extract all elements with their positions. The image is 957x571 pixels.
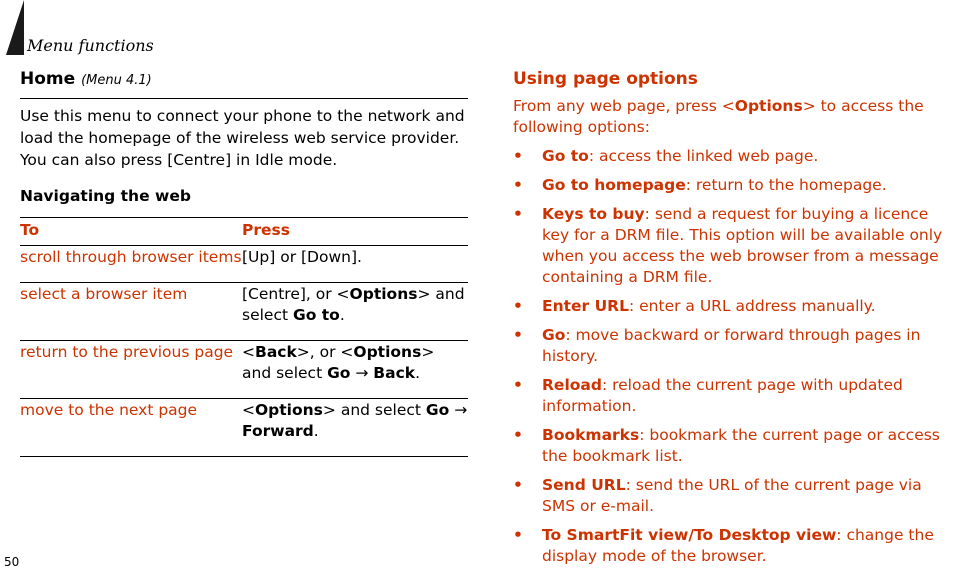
intro-text: > to access the following options:: [513, 97, 924, 136]
option-term: Send URL: [542, 476, 626, 494]
bullet-icon: •: [513, 376, 523, 394]
option-desc: : return to the homepage.: [685, 176, 887, 194]
options-list: [513, 146, 957, 567]
home-section-title: [20, 66, 468, 99]
press-text: .: [415, 364, 421, 382]
option-term: Reload: [542, 376, 602, 394]
option-term: To SmartFit view: [542, 526, 689, 544]
list-item: [513, 204, 957, 288]
table-row: [20, 399, 468, 457]
press-text: .: [339, 306, 345, 324]
home-title: Home: [20, 69, 76, 89]
option-separator: /: [688, 526, 695, 544]
key-options: Options: [349, 285, 418, 303]
list-item: [513, 425, 957, 467]
option-term: Go to: [542, 147, 589, 165]
bullet-icon: •: [513, 526, 523, 544]
press-text: [Centre], or <: [242, 285, 350, 303]
option-term-alt: To Desktop view: [694, 526, 837, 544]
cell-to: scroll through browser items: [20, 246, 242, 283]
press-text: >, or <: [296, 343, 354, 361]
home-menu-ref: (Menu 4.1): [81, 73, 152, 88]
option-term: Go to homepage: [542, 176, 686, 194]
option-term: Enter URL: [542, 297, 629, 315]
press-text: .: [313, 422, 319, 440]
bullet-icon: •: [513, 326, 523, 344]
arrow-icon: →: [350, 364, 374, 382]
key-go: Go: [327, 364, 351, 382]
key-back: Back: [373, 364, 416, 382]
bullet-icon: •: [513, 176, 523, 194]
right-column: [513, 66, 957, 567]
cell-to: move to the next page: [20, 399, 242, 457]
press-text: > and select: [322, 401, 426, 419]
cell-to: select a browser item: [20, 283, 242, 341]
bullet-icon: •: [513, 297, 523, 315]
list-item: [513, 475, 957, 517]
option-desc: : enter a URL address manually.: [628, 297, 876, 315]
option-term: Keys to buy: [542, 205, 645, 223]
cell-to: return to the previous page: [20, 341, 242, 399]
option-desc: : move backward or forward through pages in history.: [542, 326, 921, 365]
header-title: Menu functions: [27, 36, 154, 55]
cell-press: [242, 399, 468, 457]
table-header-row: [20, 218, 468, 246]
column-header-press: Press: [242, 218, 468, 246]
key-options: Options: [255, 401, 323, 419]
option-desc: : send the URL of the current page via SMS or e-mail.: [542, 476, 922, 515]
key-options: Options: [353, 343, 422, 361]
navigation-table: [20, 217, 468, 457]
press-text: [Up] or [Down].: [242, 248, 362, 266]
option-term: Go: [542, 326, 566, 344]
cell-press: [242, 246, 468, 283]
page-number: 50: [4, 555, 20, 569]
list-item: [513, 525, 957, 567]
key-options: Options: [734, 97, 803, 115]
press-text: > and select: [242, 343, 435, 382]
option-desc: : send a request for buying a licence key for a DRM file. This option will be available only when you access the web browser from a message containing a DRM file.: [542, 205, 943, 286]
key-back: Back: [255, 343, 297, 361]
list-item: [513, 375, 957, 417]
option-desc: : reload the current page with updated information.: [542, 376, 903, 415]
page-options-intro: [513, 96, 957, 138]
option-desc: : access the linked web page.: [588, 147, 819, 165]
table-row: [20, 341, 468, 399]
left-column: [20, 66, 468, 457]
key-go: Go: [425, 401, 450, 419]
cell-press: [242, 283, 468, 341]
press-text: > and select: [242, 285, 465, 324]
key-go-to: Go to: [292, 306, 340, 324]
bullet-icon: •: [513, 476, 523, 494]
option-desc: : bookmark the current page or access the bookmark list.: [542, 426, 940, 465]
list-item: [513, 175, 957, 196]
key-forward: Forward: [242, 422, 314, 440]
header-decoration: [6, 0, 24, 55]
option-term: Bookmarks: [542, 426, 640, 444]
arrow-icon: →: [449, 401, 468, 419]
page-options-title: Using page options: [513, 69, 698, 89]
bullet-icon: •: [513, 205, 523, 223]
navigating-heading: Navigating the web: [20, 187, 191, 205]
press-text: <: [242, 401, 255, 419]
bullet-icon: •: [513, 147, 523, 165]
table-row: [20, 246, 468, 283]
intro-text: From any web page, press <: [513, 97, 735, 115]
bullet-icon: •: [513, 426, 523, 444]
list-item: [513, 325, 957, 367]
home-description: Use this menu to connect your phone to the network and load the homepage of the wireless web service provider. You can also press [Centre] in Idle mode.: [20, 107, 465, 169]
press-text: <: [242, 343, 255, 361]
option-desc: : change the display mode of the browser.: [542, 526, 934, 565]
column-header-to: To: [20, 218, 242, 246]
cell-press: [242, 341, 468, 399]
table-row: [20, 283, 468, 341]
list-item: [513, 296, 957, 317]
list-item: [513, 146, 957, 167]
